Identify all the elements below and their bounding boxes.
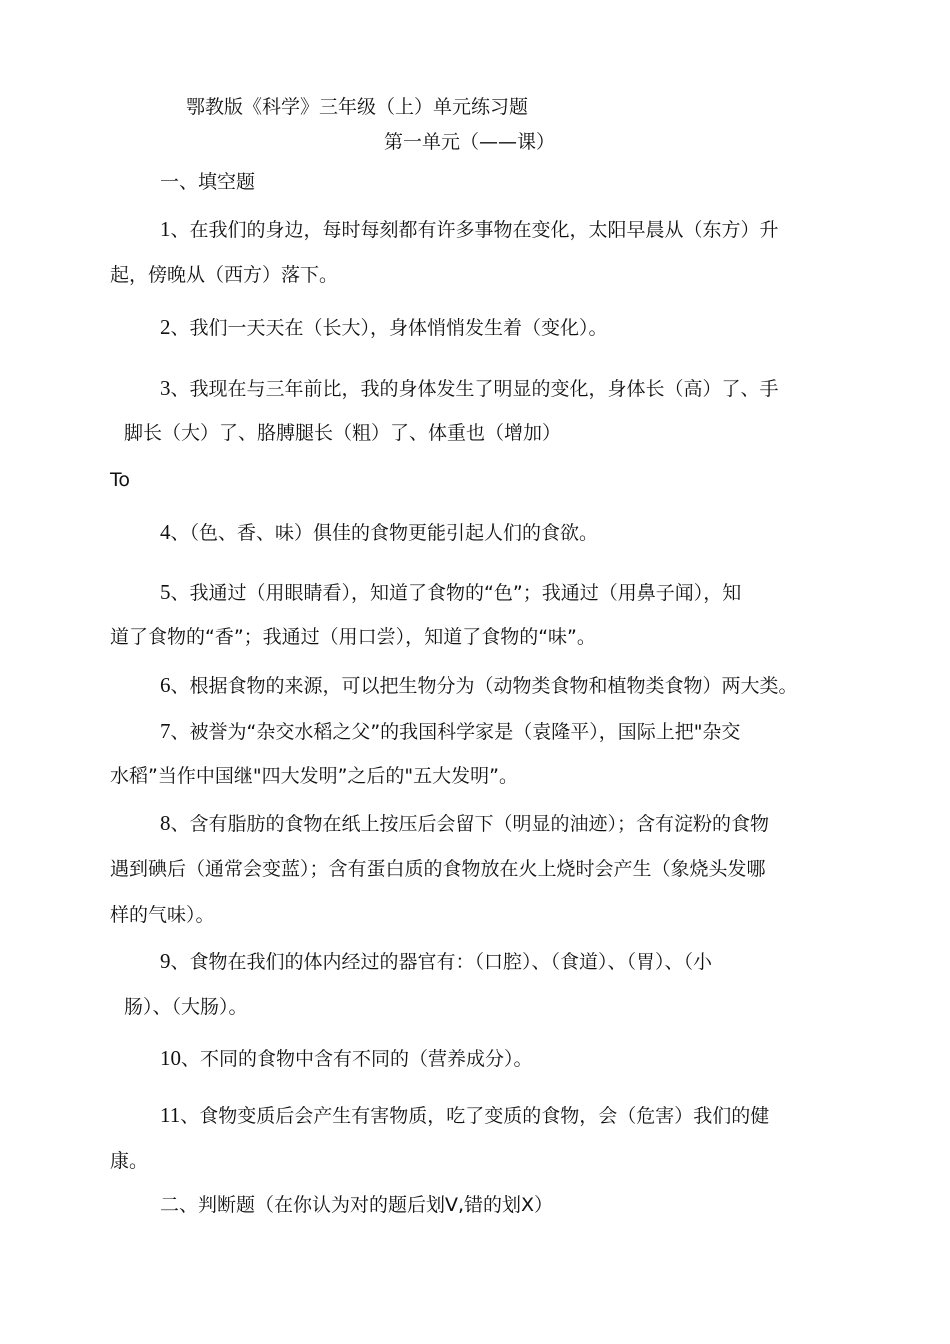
question-text: 、含有脂肪的食物在纸上按压后会留下（明显的油迹）；含有淀粉的食物 — [170, 813, 770, 835]
question-text: 、食物在我们的体内经过的器官有：（口腔）、（食道）、（胃）、（小 — [170, 951, 713, 973]
question-text: 、根据食物的来源，可以把生物分为（动物类食物和植物类食物）两大类。 — [170, 675, 798, 697]
question-text-cont: 遇到碘后（通常会变蓝）；含有蛋白质的食物放在火上烧时会产生（象烧头发哪 — [110, 858, 766, 880]
section-heading-fill-blank: 一、填空题 — [160, 171, 256, 193]
question-text-cont: 脚长（大）了、胳膊腿长（粗）了、体重也（增加） — [124, 422, 562, 444]
section-heading-true-false: 二、判断题（在你认为对的题后划V,错的划X） — [160, 1194, 554, 1216]
question-number: 8 — [160, 811, 171, 835]
question-text-cont: 样的气味）。 — [110, 904, 215, 926]
question-number: 9 — [160, 949, 171, 973]
question-number: 5 — [160, 580, 171, 604]
question-text: 、食物变质后会产生有害物质，吃了变质的食物，会（危害）我们的健 — [180, 1105, 770, 1127]
question-number: 6 — [160, 673, 171, 697]
question-text: 、（色、香、味）俱佳的食物更能引起人们的食欲。 — [170, 522, 599, 544]
question-text-cont: 道了食物的“香”；我通过（用口尝），知道了食物的“味”。 — [110, 626, 596, 648]
question-text: 、被誉为“杂交水稻之父”的我国科学家是（袁隆平），国际上把"杂交 — [170, 721, 741, 743]
question-text: 、我通过（用眼睛看），知道了食物的“色”；我通过（用鼻子闻），知 — [170, 582, 742, 604]
question-text: 、我现在与三年前比，我的身体发生了明显的变化，身体长（高）了、手 — [170, 378, 779, 400]
page-title: 鄂教版《科学》三年级（上）单元练习题 — [186, 96, 529, 118]
question-text-cont: 起，傍晚从（西方）落下。 — [110, 264, 339, 286]
question-number: 4 — [160, 520, 171, 544]
question-number: 10 — [160, 1046, 181, 1070]
unit-subtitle: 第一单元（——课） — [384, 131, 556, 153]
question-text-cont: 肠）、（大肠）。 — [124, 996, 248, 1018]
question-text-cont: To — [110, 469, 131, 491]
question-text: 、在我们的身边，每时每刻都有许多事物在变化，太阳早晨从（东方）升 — [170, 219, 779, 241]
question-text-cont: 康。 — [110, 1150, 149, 1172]
question-number: 1 — [160, 217, 171, 241]
question-number: 11 — [160, 1103, 181, 1127]
question-text: 、我们一天天在（长大），身体悄悄发生着（变化）。 — [170, 317, 608, 339]
question-text-cont: 水稻”当作中国继"四大发明”之后的"五大发明”。 — [110, 765, 519, 787]
question-text: 、不同的食物中含有不同的（营养成分）。 — [181, 1048, 533, 1070]
question-number: 2 — [160, 315, 171, 339]
question-number: 3 — [160, 376, 171, 400]
question-number: 7 — [160, 719, 171, 743]
